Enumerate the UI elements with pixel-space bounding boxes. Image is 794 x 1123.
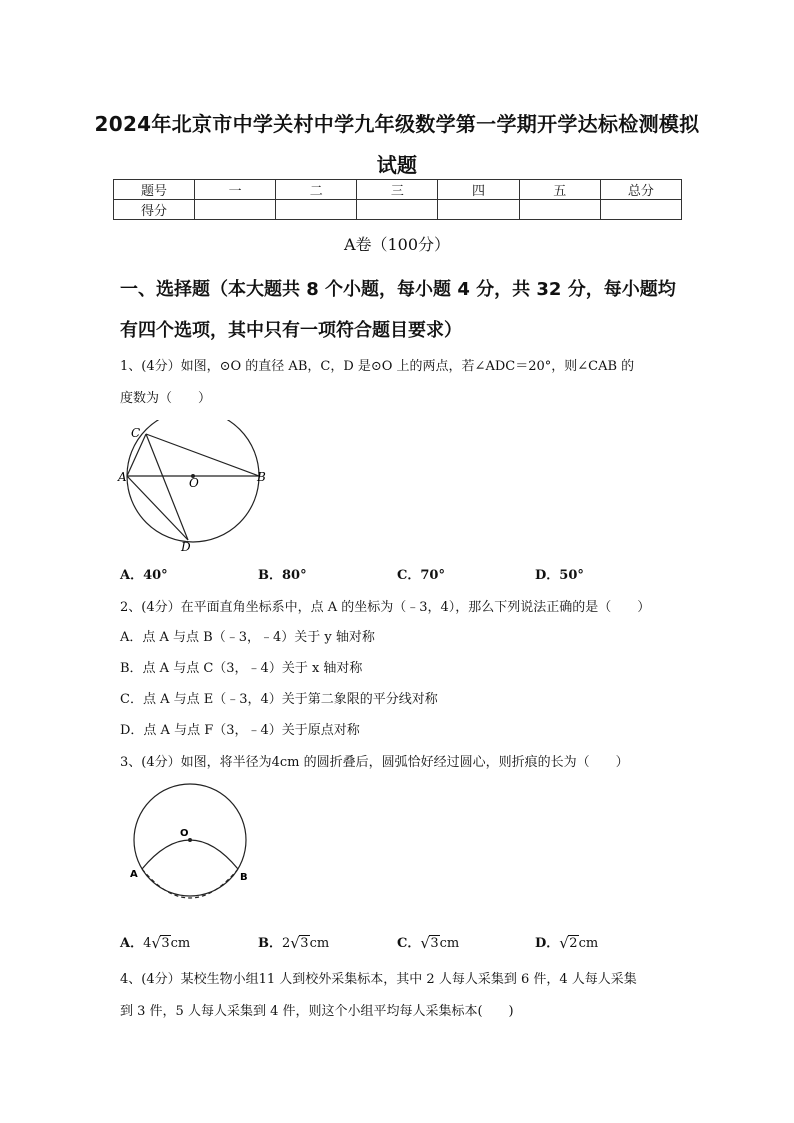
option-radicand: 3 — [161, 936, 170, 951]
table-cell: 二 — [276, 180, 357, 200]
table-cell: 总分 — [600, 180, 681, 200]
question-1-stem-line2: 度数为（ ） — [120, 391, 212, 406]
sqrt-symbol — [560, 936, 578, 951]
page-title-line2: 试题 — [376, 153, 418, 177]
q3-option-d[interactable] — [535, 932, 598, 951]
option-unit: cm — [309, 936, 330, 951]
label-o: O — [189, 476, 199, 490]
question-4-stem: 4、(4分）某校生物小组11 人到校外采集标本，其中 2 人每人采集到 6 件，4 人每人采集 — [120, 972, 637, 987]
score-cell[interactable] — [276, 200, 357, 220]
label-d: D — [181, 540, 191, 554]
q2-option-b[interactable]: B．点 A 与点 C（3，﹣4）关于 x 轴对称 — [120, 661, 363, 676]
q1-option-c[interactable]: C．70° — [397, 568, 445, 583]
score-table-header-row — [114, 180, 682, 200]
q1-option-a[interactable]: A．40° — [120, 568, 168, 583]
option-coef: 2 — [282, 936, 291, 951]
q1-option-d[interactable]: D．50° — [535, 568, 584, 583]
option-unit: cm — [170, 936, 191, 951]
option-radicand: 3 — [430, 936, 439, 951]
option-letter: B． — [258, 936, 282, 951]
score-cell[interactable] — [519, 200, 600, 220]
question-4-stem-line2: 到 3 件，5 人每人采集到 4 件，则这个小组平均每人采集标本( ) — [120, 1004, 514, 1019]
section-heading-line2: 有四个选项，其中只有一项符合题目要求） — [120, 320, 462, 341]
label-c: C — [131, 426, 141, 440]
sqrt-symbol — [291, 936, 309, 951]
label-o: O — [180, 828, 189, 839]
q2-option-a[interactable]: A．点 A 与点 B（﹣3，﹣4）关于 y 轴对称 — [120, 630, 375, 645]
sqrt-symbol — [152, 936, 170, 951]
score-cell[interactable] — [357, 200, 438, 220]
option-coef: 4 — [143, 936, 152, 951]
score-cell[interactable] — [438, 200, 519, 220]
sqrt-symbol — [421, 936, 439, 951]
option-unit: cm — [578, 936, 599, 951]
option-letter: D． — [535, 936, 560, 951]
circle-diagram-q1 — [115, 420, 275, 560]
table-cell: 一 — [195, 180, 276, 200]
table-cell: 得分 — [114, 200, 195, 220]
table-cell: 四 — [438, 180, 519, 200]
label-b: B — [257, 470, 266, 484]
table-cell: 五 — [519, 180, 600, 200]
q3-option-a[interactable] — [120, 932, 190, 951]
fold-diagram-q3 — [120, 780, 270, 900]
option-unit: cm — [439, 936, 460, 951]
table-cell: 题号 — [114, 180, 195, 200]
page-title: 2024年北京市中学关村中学九年级数学第一学期开学达标检测模拟 — [94, 112, 700, 136]
score-cell[interactable] — [195, 200, 276, 220]
option-radicand: 3 — [300, 936, 309, 951]
part-heading: A卷（100分） — [343, 235, 451, 254]
option-letter: C． — [397, 936, 421, 951]
q2-option-d[interactable]: D．点 A 与点 F（3，﹣4）关于原点对称 — [120, 723, 360, 738]
score-table-score-row — [114, 200, 682, 220]
q3-option-b[interactable] — [258, 932, 329, 951]
q2-option-c[interactable]: C．点 A 与点 E（﹣3，4）关于第二象限的平分线对称 — [120, 692, 438, 707]
question-2-stem: 2、(4分）在平面直角坐标系中，点 A 的坐标为（﹣3，4），那么下列说法正确的是（ ） — [120, 600, 651, 615]
score-table — [113, 179, 682, 220]
score-cell[interactable] — [600, 200, 681, 220]
q3-option-c[interactable] — [397, 932, 459, 951]
label-b: B — [240, 872, 248, 883]
table-cell: 三 — [357, 180, 438, 200]
label-a: A — [130, 869, 138, 880]
option-radicand: 2 — [569, 936, 578, 951]
question-3-stem: 3、(4分）如图，将半径为4cm 的圆折叠后，圆弧恰好经过圆心，则折痕的长为（ ） — [120, 755, 629, 770]
section-heading: 一、选择题（本大题共 8 个小题，每小题 4 分，共 32 分，每小题均 — [120, 279, 676, 300]
label-a: A — [118, 470, 127, 484]
option-letter: A． — [120, 936, 144, 951]
q1-option-b[interactable]: B．80° — [258, 568, 307, 583]
question-1-stem: 1、(4分）如图，⊙O 的直径 AB，C，D 是⊙O 上的两点，若∠ADC＝20°，则∠CAB 的 — [120, 359, 635, 374]
